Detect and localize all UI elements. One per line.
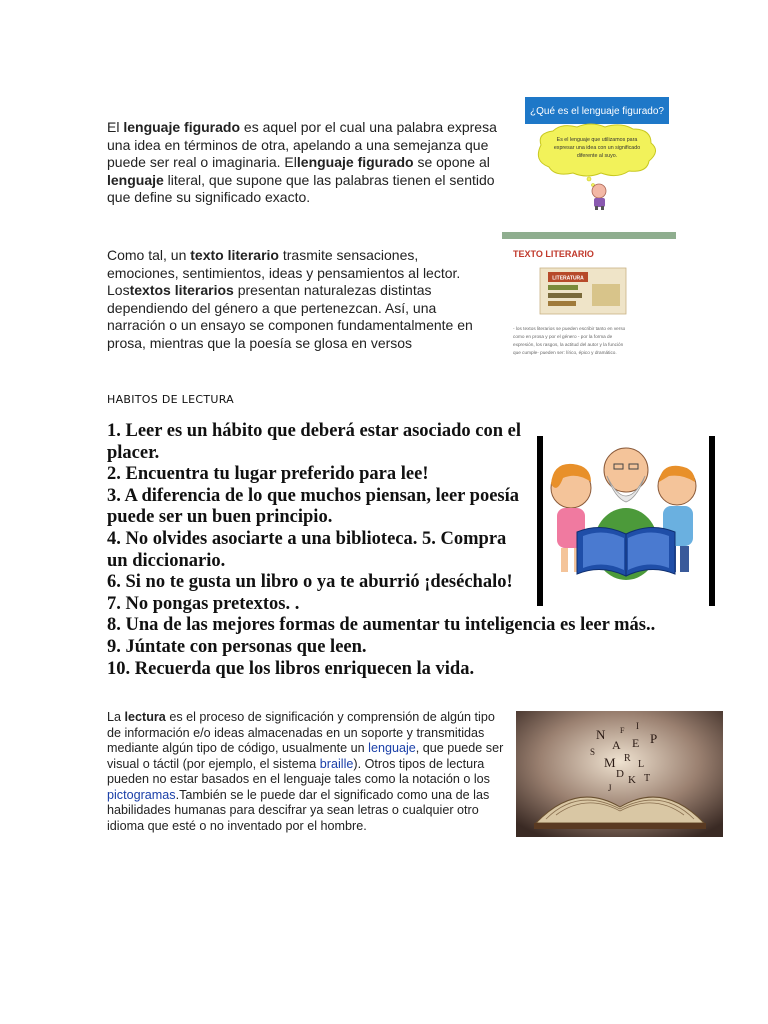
habits-heading: HABITOS DE LECTURA <box>107 393 235 406</box>
letter: P <box>650 731 658 746</box>
figure-title: TEXTO LITERARIO <box>513 249 594 259</box>
bubble-line: Es el lenguaje que utilizamos para <box>556 137 638 143</box>
letter: D <box>616 768 624 780</box>
caption-line: - los textos literarios se pueden escribir tanto en verso <box>513 326 626 331</box>
habit-line: puede ser un buen principio. <box>107 507 333 528</box>
paragraph-lectura <box>107 710 507 834</box>
habit-line: 8. Una de las mejores formas de aumentar tu inteligencia es leer más.. <box>107 615 656 636</box>
text: , que puede ser visual o táctil (por ejemplo, el sistema <box>107 741 504 771</box>
open-book <box>577 527 675 576</box>
bubble-line: diferente al suyo. <box>576 153 618 159</box>
caption-line: que cumple- pueden ser: lírico, épico y dramático. <box>513 350 617 355</box>
bold-term: lenguaje figurado <box>123 119 241 135</box>
habit-line: 10. Recuerda que los libros enriquecen la vida. <box>107 658 475 679</box>
letter: R <box>624 753 631 764</box>
habit-line: un diccionario. <box>107 550 226 571</box>
link-pictogramas[interactable]: pictogramas <box>107 787 176 802</box>
link-lenguaje[interactable]: lenguaje <box>368 741 416 755</box>
letter: S <box>590 747 596 757</box>
letter: I <box>636 721 639 731</box>
text: es aquel por el cual una palabra expresa una idea en términos de otra, apelando a una semejanza que puede ser real o imaginaria. El <box>107 119 497 171</box>
figure-lenguaje-figurado <box>525 97 669 211</box>
habit-line: 6. Si no te gusta un libro o ya te aburrió ¡deséchalo! <box>107 572 513 593</box>
letter: E <box>632 736 640 750</box>
letter: A <box>612 738 621 752</box>
books-illustration <box>540 268 626 314</box>
letter: L <box>638 759 645 770</box>
bubble-line: expresar una idea con un significado <box>553 145 641 151</box>
text: presentan naturalezas distintas dependiendo del género a que pertenezcan. Así, una narración o un ensayo se componen fundamentalmente en prosa, mientras que la poesía se glosa en versos <box>107 282 473 351</box>
habit-line: 7. No pongas pretextos. . <box>107 593 300 614</box>
figure-texto-literario <box>502 232 676 364</box>
letter: M <box>604 755 616 770</box>
bold-term: textos literarios <box>129 282 234 299</box>
letter: F <box>620 726 625 735</box>
letter: N <box>596 727 606 742</box>
text: Como tal, un <box>107 247 191 263</box>
letter: J <box>608 783 612 793</box>
text: se opone al <box>413 154 490 171</box>
habit-line: 2. Encuentra tu lugar preferido para lee! <box>107 464 429 485</box>
bold-term: lenguaje figurado <box>296 154 414 171</box>
letter: T <box>644 773 651 784</box>
text: trasmite sensaciones, emociones, sentimientos, ideas y pensamientos al lector. Los <box>107 247 461 299</box>
book-label: LITERATURA <box>552 275 584 282</box>
caption-line: expresión, los rasgos, la actitud del autor y la función <box>513 342 624 347</box>
caption-line: como en prosa y por el género - por la forma de <box>513 334 613 339</box>
text: .También se le puede dar el significado como una de las habilidades humanas para descifrar ya sean letras o cualquier otro idioma que esté o no inventado por el hombre. <box>107 787 490 833</box>
figure-book-letters <box>516 711 723 837</box>
bold-term: texto literario <box>190 247 279 263</box>
text: ). Otros tipos de lectura pueden no estar basados en el lenguaje tales como la notación o los <box>107 756 490 786</box>
figure-title: ¿Qué es el lenguaje figurado? <box>530 106 664 117</box>
bold-term: lenguaje <box>107 171 164 188</box>
link-braille[interactable]: braille <box>319 756 354 771</box>
habit-line: 1. Leer es un hábito que deberá estar asociado con el <box>107 421 522 441</box>
bold-term: lectura <box>124 710 166 724</box>
habit-line: placer. <box>107 442 160 463</box>
paragraph-texto-literario <box>107 247 492 353</box>
letter: K <box>628 774 636 786</box>
habit-line: 3. A diferencia de lo que muchos piensan, leer poesía <box>107 485 519 506</box>
text: literal, que supone que las palabras tienen el sentido que define su significado exacto. <box>107 171 495 206</box>
text: es el proceso de significación y comprensión de algún tipo de información e/o ideas almacenadas en un soporte y transmitidas mediante algún tipo de código, usualmente un <box>107 710 495 755</box>
habit-line: 9. Júntate con personas que leen. <box>107 636 367 657</box>
paragraph-lenguaje-figurado <box>107 119 507 207</box>
habit-line: 4. No olvides asociarte a una biblioteca. 5. Compra <box>107 528 507 549</box>
text: El <box>107 119 124 135</box>
figure-reading-family <box>537 436 715 606</box>
text: La <box>107 710 125 724</box>
